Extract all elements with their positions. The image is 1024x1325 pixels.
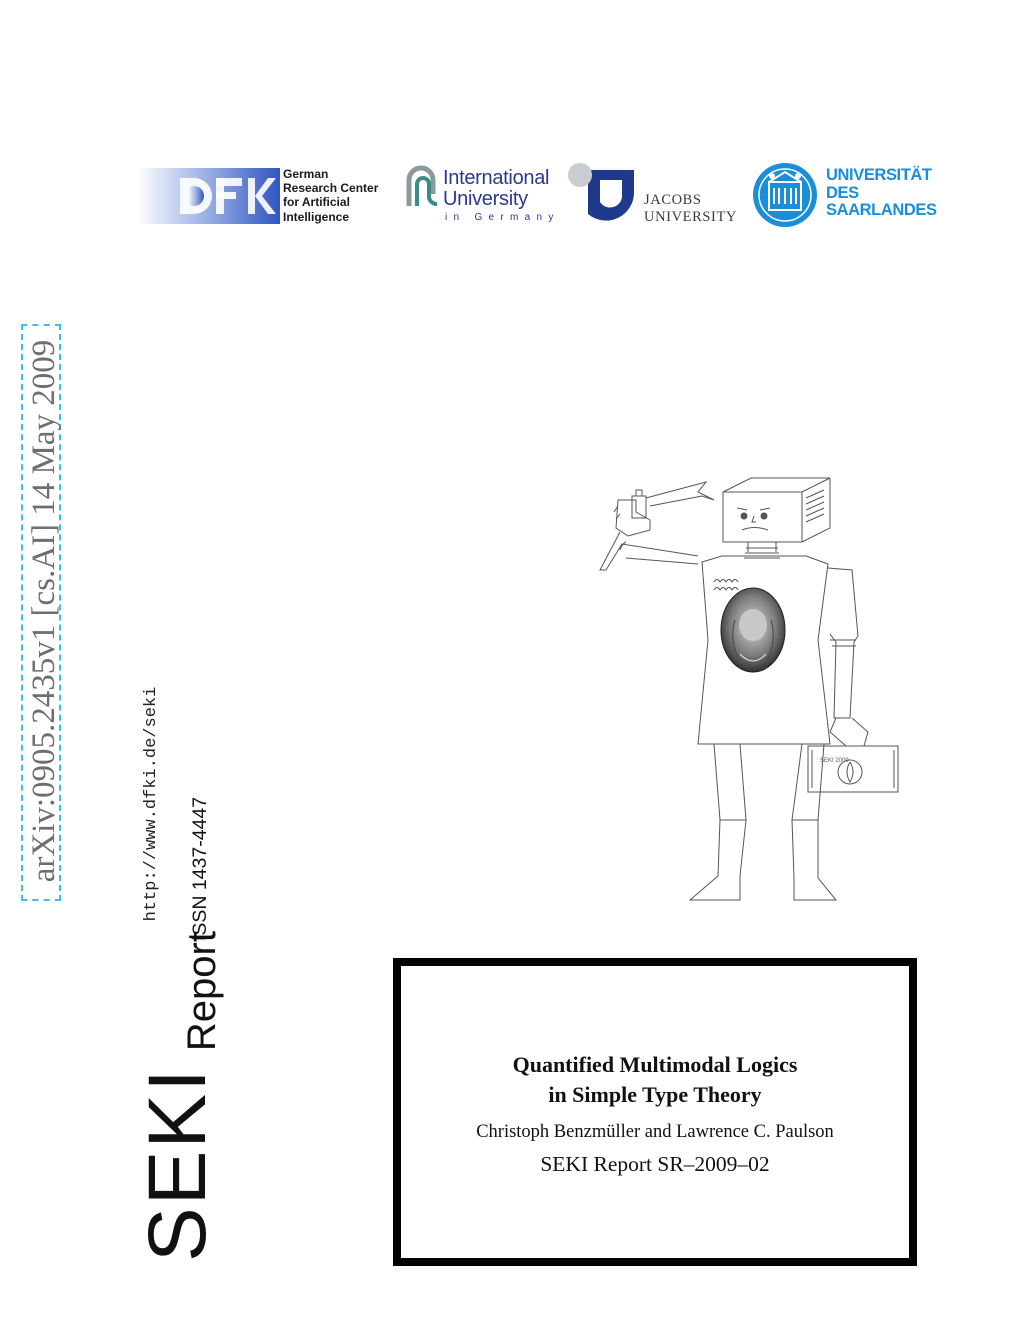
- robot-illustration: [590, 470, 910, 910]
- saarland-line-1: UNIVERSITÄT: [826, 166, 932, 184]
- title-box: [393, 958, 917, 1266]
- robot-legs: [690, 744, 836, 900]
- jacobs-shield-icon: [566, 160, 638, 226]
- international-university-logo: [405, 162, 560, 228]
- jacobs-university-logo: [566, 160, 746, 230]
- iu-line-1: International: [443, 167, 550, 189]
- jacobs-line-2: UNIVERSITY: [644, 209, 737, 225]
- robot-head: [723, 478, 830, 542]
- dfki-line-4: Intelligence: [283, 209, 350, 224]
- dfki-logo-mark: [136, 168, 280, 224]
- briefcase: [808, 746, 898, 792]
- arxiv-identifier: arXiv:0905.2435v1 [cs.AI] 14 May 2009: [26, 339, 62, 883]
- saarland-university-logo: [752, 162, 942, 228]
- dfki-line-2: Research Center: [283, 181, 379, 196]
- report-number: SEKI Report SR–2009–02: [540, 1152, 770, 1176]
- seki-report-wordmark: [130, 931, 226, 1262]
- spray-can: [632, 482, 714, 518]
- dfki-line-1: German: [283, 167, 329, 181]
- dfki-logo: [136, 165, 396, 227]
- saarland-line-3: SAARLANDES: [826, 201, 937, 219]
- authors: Christoph Benzmüller and Lawrence C. Paulson: [476, 1122, 834, 1142]
- title-line-2: in Simple Type Theory: [548, 1082, 762, 1107]
- saarland-line-2: DES: [826, 183, 859, 202]
- report-wordmark: Report: [180, 931, 224, 1052]
- title-line-1: Quantified Multimodal Logics: [512, 1052, 798, 1077]
- robot-raised-arm: [600, 500, 698, 570]
- jacobs-line-1: JACOBS: [644, 192, 702, 208]
- iu-line-2: University: [443, 188, 528, 210]
- iu-line-3: in Germany: [445, 212, 560, 223]
- seki-wordmark: SEKI: [132, 1067, 223, 1262]
- iu-swirl-icon: [405, 164, 441, 210]
- robot-hanging-arm: [828, 568, 868, 746]
- robot-torso: [698, 556, 830, 744]
- issn-number: ISSN 1437-4447: [189, 796, 211, 942]
- saarland-seal-icon: [752, 162, 818, 228]
- dfki-line-3: for Artificial: [283, 195, 350, 210]
- seki-url-link[interactable]: http://www.dfki.de/seki: [142, 686, 161, 922]
- briefcase-label: SEKI 2009: [820, 758, 849, 764]
